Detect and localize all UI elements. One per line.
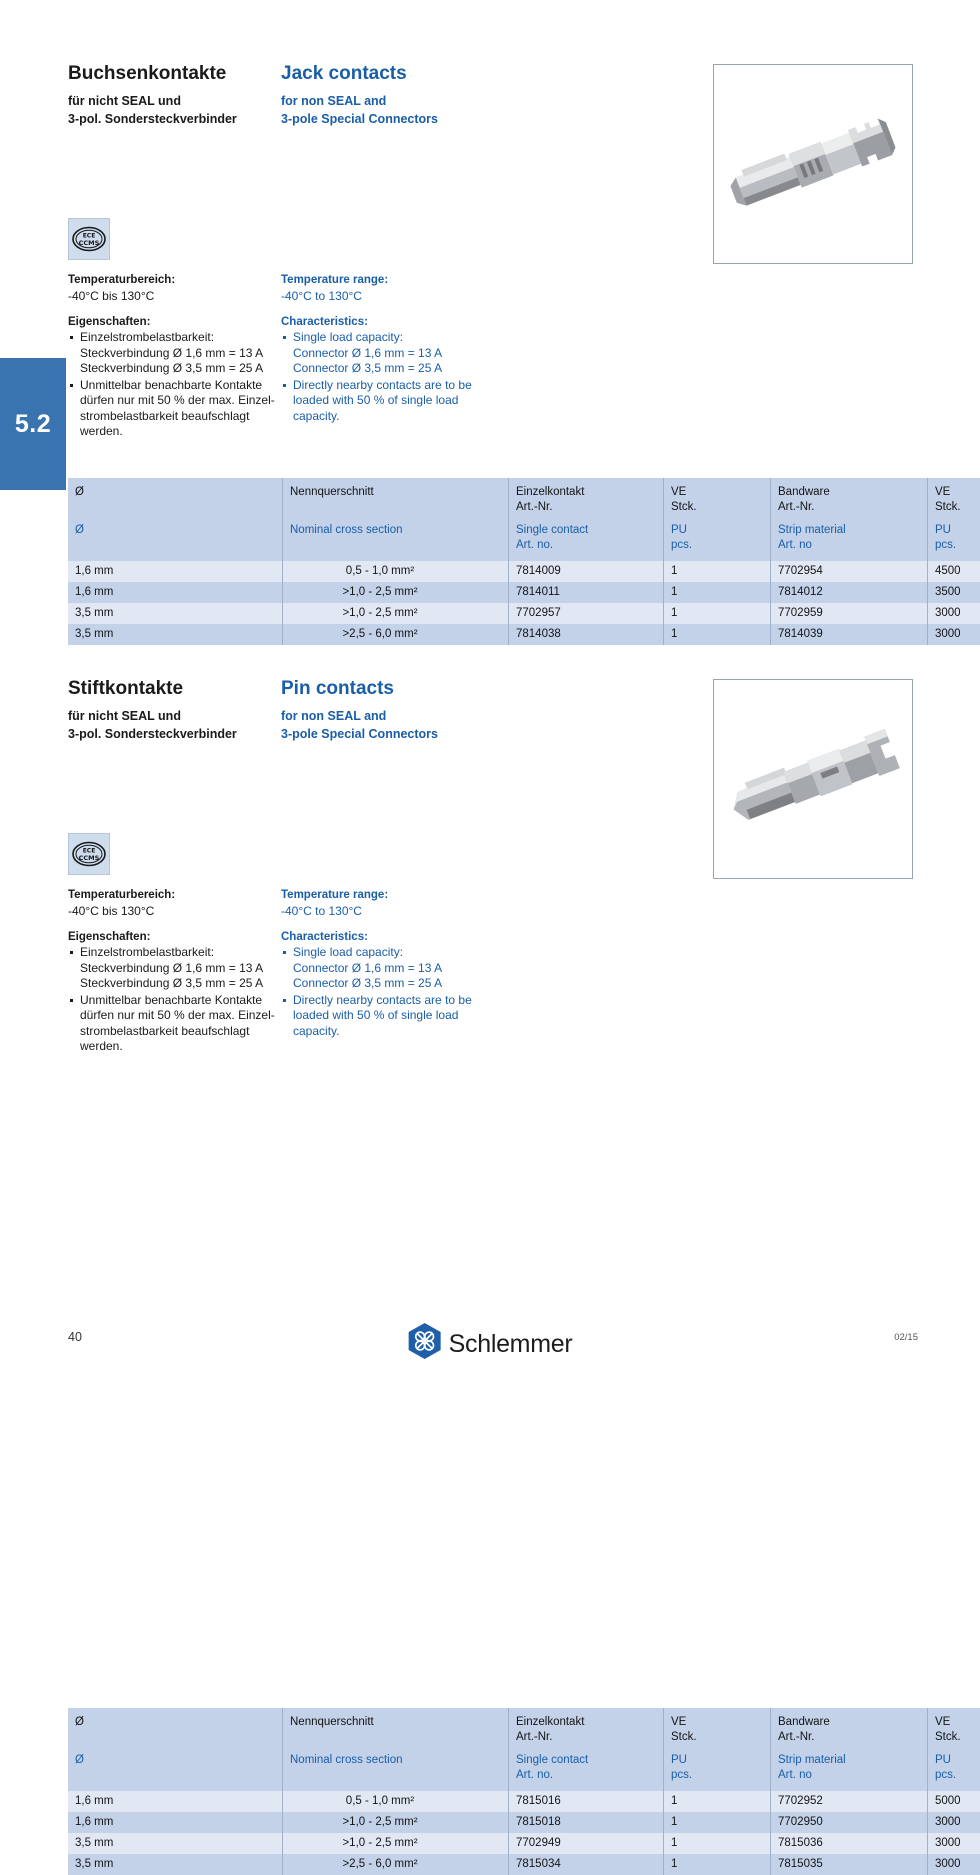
specifications-block <box>68 272 541 441</box>
page-subtitle-en-line1: for non SEAL and <box>281 709 387 723</box>
page-subtitle-de-line1: für nicht SEAL und <box>68 709 181 723</box>
page-subtitle-de-line2: 3-pol. Sondersteckverbinder <box>68 727 237 741</box>
certification-badge-icon <box>68 218 110 260</box>
specifications-block <box>68 887 541 1056</box>
revision-date-code: 02/15 <box>894 1332 918 1343</box>
schlemmer-hexagon-icon <box>408 1322 442 1365</box>
list-item: Unmittelbar benachbarte Kontakte dürfen nur mit 50 % der max. Einzel- strombelastbarkeit beaufschlagt werden. <box>68 378 281 440</box>
temperature-label-en: Temperature range: <box>281 274 389 286</box>
list-item: Single load capacity: Connector Ø 1,6 mm = 13 A Connector Ø 3,5 mm = 25 A <box>281 330 541 377</box>
product-photo-pin-contact <box>713 679 913 879</box>
page-title-en: Pin contacts <box>281 678 394 699</box>
svg-text:CCMS: CCMS <box>78 239 100 247</box>
characteristics-list-de <box>68 945 281 1055</box>
characteristics-label-en: Characteristics: <box>281 931 368 943</box>
certification-badge-icon <box>68 833 110 875</box>
characteristics-list-en <box>281 330 541 424</box>
page-number: 40 <box>68 1330 82 1344</box>
page-subtitle-de-line1: für nicht SEAL und <box>68 94 181 108</box>
characteristics-label-de: Eigenschaften: <box>68 931 151 943</box>
list-item: Single load capacity: Connector Ø 1,6 mm = 13 A Connector Ø 3,5 mm = 25 A <box>281 945 541 992</box>
characteristics-label-en: Characteristics: <box>281 316 368 328</box>
temperature-value-de: -40°C bis 130°C <box>68 904 155 918</box>
chapter-tab <box>0 358 66 490</box>
svg-text:ECE: ECE <box>82 232 96 240</box>
table-row: 3,5 mm >2,5 - 6,0 mm² 7814038 1 7814039 3000 <box>68 624 980 645</box>
table-row: 1,6 mm 0,5 - 1,0 mm² 7815016 1 7702952 5000 <box>68 1791 980 1812</box>
page-title-de: Buchsenkontakte <box>68 63 227 84</box>
temperature-label-de: Temperaturbereich: <box>68 274 176 286</box>
list-item: Einzelstrombelastbarkeit: Steckverbindung Ø 1,6 mm = 13 A Steckverbindung Ø 3,5 mm = 25 A <box>68 330 281 377</box>
table-header-en: Ø Nominal cross section Single contact Art. no. PU pcs. Strip material Art. no PU pcs. <box>68 1746 980 1791</box>
chapter-number: 5.2 <box>14 409 52 438</box>
table-row: 3,5 mm >1,0 - 2,5 mm² 7702957 1 7702959 3000 <box>68 603 980 624</box>
product-photo-jack-contact <box>713 64 913 264</box>
list-item: Unmittelbar benachbarte Kontakte dürfen nur mit 50 % der max. Einzel- strombelastbarkeit beaufschlagt werden. <box>68 993 281 1055</box>
page-subtitle-en-line2: 3-pole Special Connectors <box>281 727 438 741</box>
brand-logo <box>408 1322 573 1365</box>
table-header-de: Ø Nennquerschnitt Einzelkontakt Art.-Nr. VE Stck. Bandware Art.-Nr. VE Stck. <box>68 1708 980 1746</box>
page-subtitle-de-line2: 3-pol. Sondersteckverbinder <box>68 112 237 126</box>
table-row: 1,6 mm >1,0 - 2,5 mm² 7814011 1 7814012 3500 <box>68 582 980 603</box>
temperature-label-en: Temperature range: <box>281 889 389 901</box>
table-row: 1,6 mm 0,5 - 1,0 mm² 7814009 1 7702954 4500 <box>68 561 980 582</box>
section-heading <box>68 62 541 128</box>
svg-text:CCMS: CCMS <box>78 854 100 862</box>
product-table-jack-contacts <box>68 478 980 645</box>
table-header-de: Ø Nennquerschnitt Einzelkontakt Art.-Nr. VE Stck. Bandware Art.-Nr. VE Stck. <box>68 478 980 516</box>
page-subtitle-en-line2: 3-pole Special Connectors <box>281 112 438 126</box>
page-footer <box>0 1322 980 1366</box>
page-subtitle-en-line1: for non SEAL and <box>281 94 387 108</box>
characteristics-list-de <box>68 330 281 440</box>
temperature-value-en: -40°C to 130°C <box>281 904 362 918</box>
temperature-label-de: Temperaturbereich: <box>68 889 176 901</box>
list-item: Einzelstrombelastbarkeit: Steckverbindung Ø 1,6 mm = 13 A Steckverbindung Ø 3,5 mm = 25 A <box>68 945 281 992</box>
page-title-en: Jack contacts <box>281 63 407 84</box>
list-item: Directly nearby contacts are to be loaded with 50 % of single load capacity. <box>281 378 541 425</box>
section-heading <box>68 677 541 743</box>
page-title-de: Stiftkontakte <box>68 678 184 699</box>
product-table-pin-contacts <box>68 1708 980 1875</box>
temperature-value-de: -40°C bis 130°C <box>68 289 155 303</box>
svg-text:ECE: ECE <box>82 847 96 855</box>
list-item: Directly nearby contacts are to be loaded with 50 % of single load capacity. <box>281 993 541 1040</box>
table-row: 3,5 mm >2,5 - 6,0 mm² 7815034 1 7815035 3000 <box>68 1854 980 1875</box>
brand-name: Schlemmer <box>448 1329 573 1358</box>
table-header-en: Ø Nominal cross section Single contact Art. no. PU pcs. Strip material Art. no PU pcs. <box>68 516 980 561</box>
table-row: 3,5 mm >1,0 - 2,5 mm² 7702949 1 7815036 3000 <box>68 1833 980 1854</box>
table-row: 1,6 mm >1,0 - 2,5 mm² 7815018 1 7702950 3000 <box>68 1812 980 1833</box>
characteristics-label-de: Eigenschaften: <box>68 316 151 328</box>
characteristics-list-en <box>281 945 541 1039</box>
temperature-value-en: -40°C to 130°C <box>281 289 362 303</box>
